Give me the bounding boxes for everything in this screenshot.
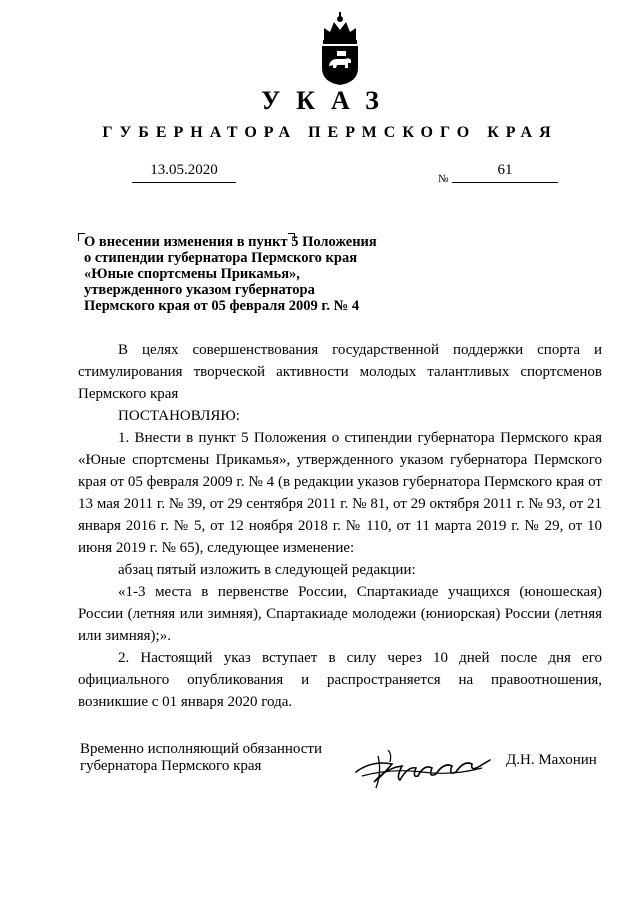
quoted-text: «1-3 места в первенстве России, Спартакиаде учащихся (юношеская) России (летняя или зимняя), Спартакиаде молодежи (юниорская) России (летняя или зимняя);». bbox=[78, 584, 602, 644]
perm-krai-coat-of-arms-icon bbox=[318, 10, 362, 86]
decree-word: ПОСТАНОВЛЯЮ: bbox=[118, 408, 240, 424]
document-date: 13.05.2020 bbox=[132, 162, 236, 183]
heading-line: утвержденного указом губернатора bbox=[84, 282, 315, 298]
intro-paragraph: В целях совершенствования государственной поддержки спорта и стимулирования творческой активности молодых талантливых спортсменов Пермского края bbox=[78, 342, 602, 402]
heading-line: «Юные спортсмены Прикамья», bbox=[84, 266, 300, 282]
number-label: № bbox=[438, 173, 449, 185]
issuer-title: ГУБЕРНАТОРА ПЕРМСКОГО КРАЯ bbox=[102, 124, 558, 141]
item-2-paragraph: 2. Настоящий указ вступает в силу через 10 дней после дня его официального опубликования и распространяется на правоотношения, возникшие с 01 января 2020 года. bbox=[78, 650, 602, 710]
document-number: 61 bbox=[452, 162, 558, 183]
signatory-name: Д.Н. Махонин bbox=[506, 752, 597, 768]
position-line: Временно исполняющий обязанности bbox=[80, 741, 323, 757]
position-line: губернатора Пермского края bbox=[80, 758, 262, 774]
item-1-paragraph: 1. Внести в пункт 5 Положения о стипендии губернатора Пермского края «Юные спортсмены Прикамья», утвержденного указом губернатора Пермского края от 05 февраля 2009 г. № 4 (в редакции указов губернатора Пермского края от 13 мая 2011 г. № 39, от 29 сентября 2011 г. № 81, от 29 октября 2011 г. № 93, от 21 января 2016 г. № 5, от 12 ноября 2018 г. № 110, от 11 марта 2019 г. № 29, от 10 июня 2019 г. № 65), следующее изменение: bbox=[78, 430, 602, 556]
heading-line: о стипендии губернатора Пермского края bbox=[84, 250, 358, 266]
signatory-position bbox=[80, 741, 322, 775]
document-heading bbox=[84, 234, 424, 314]
item-1-sub-paragraph: абзац пятый изложить в следующей редакции: bbox=[118, 562, 416, 578]
heading-line: О внесении изменения в пункт 5 Положения bbox=[84, 234, 377, 250]
heading-line: Пермского края от 05 февраля 2009 г. № 4 bbox=[84, 298, 360, 314]
document-title: УКАЗ bbox=[261, 86, 395, 115]
document-body bbox=[78, 339, 602, 713]
handwritten-signature-icon bbox=[352, 742, 494, 790]
